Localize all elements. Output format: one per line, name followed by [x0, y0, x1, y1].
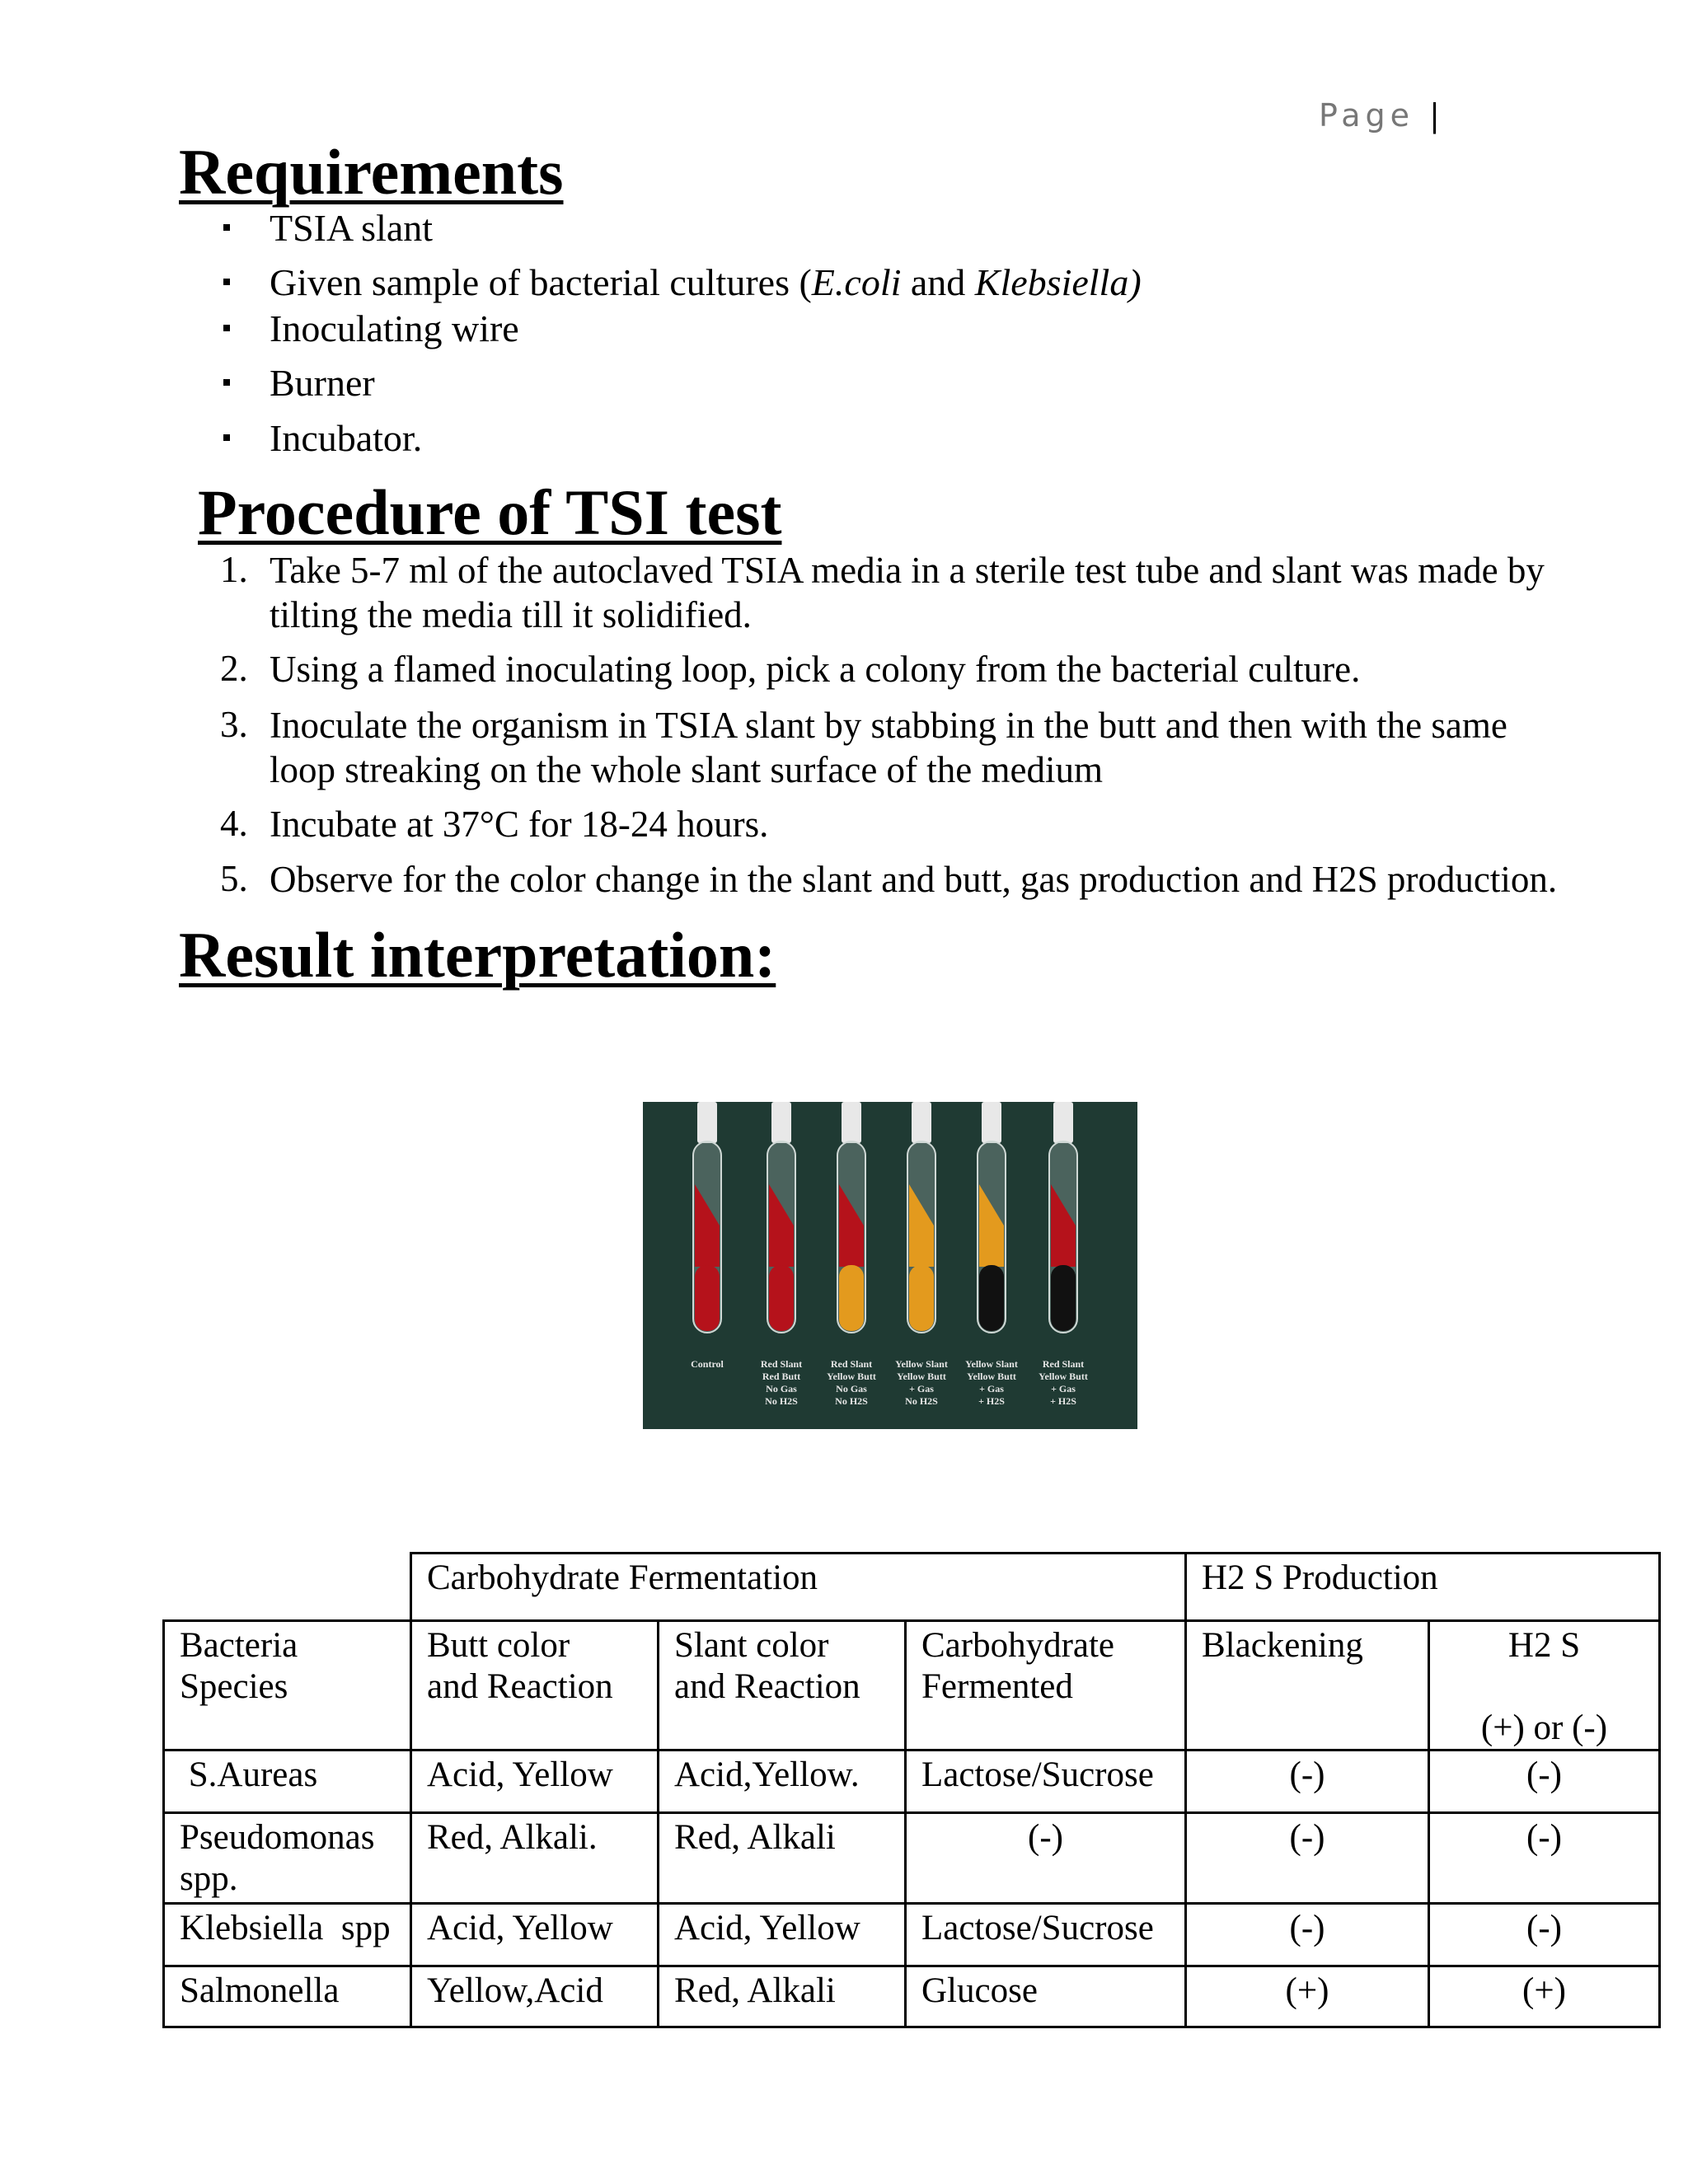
butt-medium — [979, 1265, 1004, 1331]
table-row — [164, 1966, 1660, 2027]
fermented-cell: Lactose/Sucrose — [906, 1750, 1186, 1813]
species-cell: S.Aureas — [164, 1750, 411, 1813]
butt-medium — [695, 1265, 720, 1331]
tube-label: Red Butt — [762, 1371, 801, 1382]
h2s-cell: (-) — [1429, 1813, 1660, 1904]
tube-label: Yellow Butt — [897, 1371, 946, 1382]
page-label-text: Page — [1319, 97, 1414, 134]
blackening-cell: (+) — [1186, 1966, 1429, 2027]
slant-cell: Red, Alkali — [659, 1966, 906, 2027]
step-text: Incubate at 37°C for 18-24 hours. — [270, 804, 769, 845]
tube-label: + H2S — [978, 1395, 1005, 1407]
table-corner-cell — [164, 1554, 411, 1621]
bullet-icon — [223, 279, 230, 285]
tube-label: + Gas — [909, 1383, 934, 1394]
species-cell: Pseudomonas spp. — [164, 1813, 411, 1904]
requirements-heading: Requirements — [179, 136, 564, 208]
carbohydrate-fermented-header: Carbohydrate Fermented — [906, 1621, 1186, 1750]
h2s-cell: (-) — [1429, 1904, 1660, 1966]
tube-label: Red Slant — [830, 1358, 873, 1370]
step-text: Inoculate the organism in TSIA slant by stabbing in the butt and then with the same loop streaking on the whole slant surface of the medium — [270, 705, 1507, 790]
butt-cell: Acid, Yellow — [411, 1750, 659, 1813]
bullet-icon — [223, 379, 230, 386]
slant-color-header: Slant color and Reaction — [659, 1621, 906, 1750]
requirement-text: Inoculating wire — [270, 307, 519, 349]
tube-label: No H2S — [835, 1395, 868, 1407]
step-text: Observe for the color change in the slant and butt, gas production and H2S production. — [270, 859, 1558, 900]
requirement-text: Burner — [270, 362, 375, 404]
step-number: 3. — [220, 704, 248, 745]
butt-cell: Acid, Yellow — [411, 1904, 659, 1966]
species-cell: Klebsiella spp — [164, 1904, 411, 1966]
blackening-cell: (-) — [1186, 1904, 1429, 1966]
h2s-header: H2 S (+) or (-) — [1429, 1621, 1660, 1750]
requirement-text: Given sample of bacterial cultures (E.coli and Klebsiella) — [270, 261, 1142, 303]
slant-cell: Acid,Yellow. — [659, 1750, 906, 1813]
tube-label: Yellow Slant — [895, 1358, 948, 1370]
blackening-cell: (-) — [1186, 1750, 1429, 1813]
step-text: Take 5-7 ml of the autoclaved TSIA media in a sterile test tube and slant was made by tilting the media till it solidified. — [270, 550, 1545, 635]
tube-label: Yellow Butt — [1039, 1371, 1088, 1382]
step-number: 4. — [220, 803, 248, 844]
tube-label: Red Slant — [1042, 1358, 1085, 1370]
step-text: Using a flamed inoculating loop, pick a colony from the bacterial culture. — [270, 649, 1361, 690]
tsi-tubes-photo — [643, 1102, 1137, 1429]
step-number: 5. — [220, 858, 248, 899]
fermented-cell: Glucose — [906, 1966, 1186, 2027]
results-table — [162, 1552, 1661, 2028]
tube-label: Yellow Butt — [827, 1371, 876, 1382]
table-row — [164, 1904, 1660, 1966]
bullet-icon — [223, 434, 230, 441]
butt-cell: Red, Alkali. — [411, 1813, 659, 1904]
requirement-text: Incubator. — [270, 417, 423, 459]
tube-cap — [771, 1102, 791, 1143]
slant-cell: Acid, Yellow — [659, 1904, 906, 1966]
h2s-cell: (-) — [1429, 1750, 1660, 1813]
species-header: Bacteria Species — [164, 1621, 411, 1750]
tube-cap — [982, 1102, 1001, 1143]
bullet-icon — [223, 325, 230, 331]
tube-cap — [842, 1102, 861, 1143]
butt-color-header: Butt color and Reaction — [411, 1621, 659, 1750]
slant-cell: Red, Alkali — [659, 1813, 906, 1904]
species-cell: Salmonella — [164, 1966, 411, 2027]
tube-label: No H2S — [905, 1395, 938, 1407]
h2s-cell: (+) — [1429, 1966, 1660, 2027]
table-column-header-row — [164, 1621, 1660, 1750]
fermented-cell: (-) — [906, 1813, 1186, 1904]
tube-label: + Gas — [979, 1383, 1004, 1394]
tube-label: + H2S — [1050, 1395, 1076, 1407]
table-row — [164, 1813, 1660, 1904]
tube-label: No Gas — [766, 1383, 797, 1394]
tube-cap — [697, 1102, 717, 1143]
carbohydrate-fermentation-header: Carbohydrate Fermentation — [411, 1554, 1186, 1621]
step-number: 2. — [220, 648, 248, 689]
butt-medium — [909, 1265, 934, 1331]
blackening-header: Blackening — [1186, 1621, 1429, 1750]
bullet-icon — [223, 224, 230, 231]
tube-label: + Gas — [1051, 1383, 1076, 1394]
tube-label: Yellow Butt — [967, 1371, 1016, 1382]
procedure-heading: Procedure of TSI test — [198, 476, 782, 548]
requirement-text: TSIA slant — [270, 207, 434, 249]
butt-medium — [839, 1265, 864, 1331]
butt-medium — [1051, 1265, 1076, 1331]
tube-cap — [1053, 1102, 1073, 1143]
blackening-cell: (-) — [1186, 1813, 1429, 1904]
tube-label: Control — [691, 1358, 724, 1370]
table-group-header-row — [164, 1554, 1660, 1621]
tube-label: No Gas — [836, 1383, 867, 1394]
page-number-label: Page | — [1319, 97, 1440, 134]
result-heading: Result interpretation: — [179, 919, 776, 991]
tube-label: Yellow Slant — [965, 1358, 1018, 1370]
h2s-production-header: H2 S Production — [1186, 1554, 1660, 1621]
tube-label: Red Slant — [760, 1358, 803, 1370]
step-number: 1. — [220, 549, 248, 590]
tube-label: No H2S — [765, 1395, 798, 1407]
butt-medium — [769, 1265, 794, 1331]
butt-cell: Yellow,Acid — [411, 1966, 659, 2027]
fermented-cell: Lactose/Sucrose — [906, 1904, 1186, 1966]
table-row — [164, 1750, 1660, 1813]
tubes-illustration — [643, 1102, 1137, 1429]
tube-cap — [912, 1102, 931, 1143]
